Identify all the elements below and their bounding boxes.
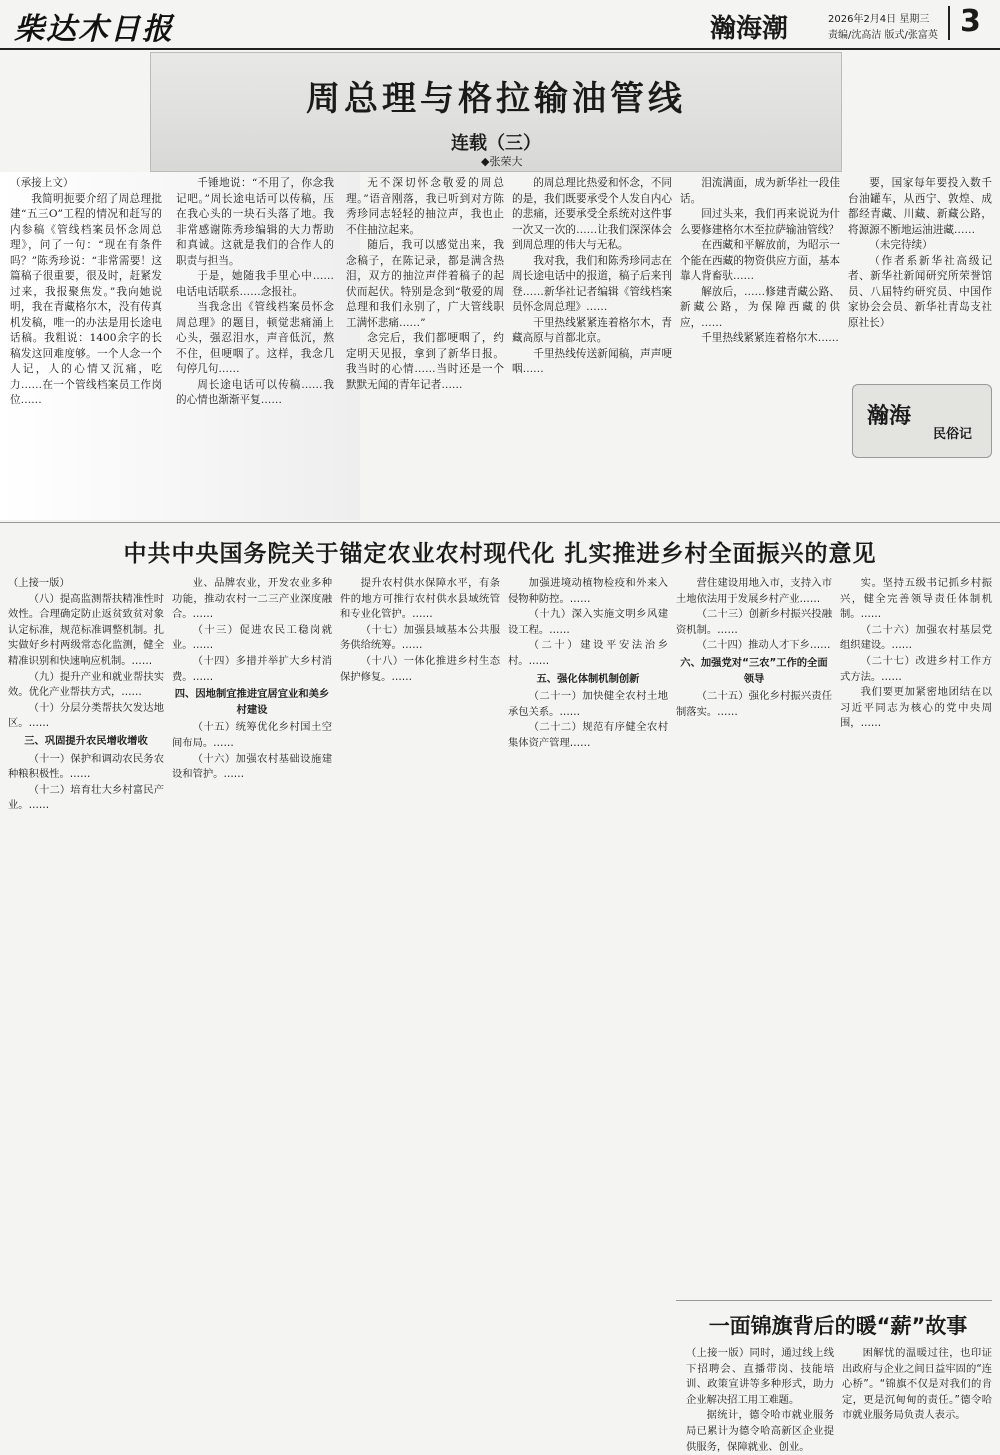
- story1-column-1: [10, 176, 162, 516]
- story1-column-4: [512, 176, 672, 516]
- paragraph: 解放后，……修建青藏公路、新藏公路，为保障西藏的供应，……: [680, 285, 840, 329]
- paragraph: （十八）一体化推进乡村生态保护修复。……: [340, 654, 500, 683]
- paragraph: 我们要更加紧密地团结在以习近平同志为核心的党中央周围，……: [840, 686, 992, 730]
- paragraph: 要，国家每年要投入数千台油罐车，从西宁、敦煌、成都经青藏、川藏、新藏公路，将源源不断地运油进藏……: [848, 177, 992, 236]
- paragraph: （未完待续）: [869, 239, 933, 251]
- story2-title: 中共中央国务院关于锚定农业农村现代化 扎实推进乡村全面振兴的意见: [123, 541, 877, 567]
- section-divider: [0, 522, 1000, 523]
- story1-header: [150, 52, 842, 172]
- paragraph: 营住建设用地入市，支持入市土地依法用于发展乡村产业……: [676, 577, 832, 605]
- story2-column-1: [8, 576, 164, 1426]
- paragraph: 随后，我可以感觉出来，我念稿子，在陈记录，都是满含热泪，双方的抽泣声伴着稿子的起伏而起伏。特别是念到“敬爱的周总理和我们永别了，广大管线职工满怀悲痛……”: [346, 239, 504, 329]
- paragraph: 无不深切怀念敬爱的周总理。”语音刚落，我已听到对方陈秀珍同志轻轻的抽泣声，我也止不住抽泣起来。: [346, 177, 504, 236]
- newspaper-logo: 柴达木日报: [14, 12, 174, 47]
- story3-title: 一面锦旗背后的暖“薪”故事: [708, 1314, 968, 1338]
- paragraph: （十六）加强农村基础设施建设和管护。……: [172, 752, 332, 781]
- paragraph: （九）提升产业和就业帮扶实效。优化产业帮扶方式，……: [8, 670, 164, 699]
- paragraph: （二十五）强化乡村振兴责任制落实。……: [676, 690, 832, 718]
- paragraph: 三、巩固提升农民增收增收: [24, 734, 148, 747]
- paragraph: 千锤地说：“不用了，你念我记吧。”周长途电话可以传稿，压在我心头的一块石头落了地。我非常感谢陈秀珍编辑的大力帮助和真诚。这就是我们的合作人的职责与担当。: [176, 177, 334, 267]
- masthead: [0, 0, 1000, 50]
- story3-column-2: [842, 1346, 992, 1430]
- paragraph: 我简明扼要介绍了周总理批建“五三O”工程的情况和赶写的内参稿《管线档案员怀念周总理》，问了一句：“现在有条件吗？”陈秀珍说：“非常需要！这篇稿子很重要，很及时，赶紧发过来，我报聚焦发。”我向她说明，我在青藏格尔木，没有传真机发稿，唯一的办法是用长途电话稿。我粗说：1400余字的长稿发这回难度够。一个人念一个人记，人的心情又沉痛，吃力……在一个管线档案员工作岗位……: [10, 192, 162, 406]
- story2-column-6: [840, 576, 992, 1296]
- paragraph: 实。坚持五级书记抓乡村振兴，健全完善领导责任体制机制。……: [840, 577, 992, 621]
- paragraph: 据统计，德令哈市就业服务局已累计为德令哈高新区企业提供服务，保障就业、创业。: [686, 1409, 834, 1453]
- paragraph: （十五）统筹优化乡村国土空间布局。……: [172, 721, 332, 749]
- story3-column-1: [686, 1346, 834, 1453]
- paragraph: 提升农村供水保障水平，有条件的地方可推行农村供水县域统管和专业化管护。……: [340, 577, 500, 621]
- paragraph: （十四）多措并举扩大乡村消费。……: [172, 654, 332, 683]
- story2-column-3: [340, 576, 500, 1426]
- paragraph: （上接一版）同时，通过线上线下招聘会、直播带岗、技能培训、政策宣讲等多种形式，助力企业解决招工用工难题。: [686, 1347, 834, 1406]
- paragraph: （二十四）推动人才下乡……: [696, 639, 831, 652]
- section-name: 瀚海潮: [710, 14, 789, 44]
- paragraph: 周长途电话可以传稿……我的心情也渐渐平复……: [176, 378, 334, 406]
- date-line: 2026年2月4日 星期三: [828, 14, 930, 25]
- story2-column-4: [508, 576, 668, 1426]
- paragraph: 困解忧的温暖过往，也印证出政府与企业之间日益牢固的“连心桥”。“锦旗不仅是对我们的肯定，更是沉甸甸的责任。”德令哈市就业服务局负责人表示。: [842, 1347, 992, 1422]
- paragraph: 五、强化体制机制创新: [536, 672, 640, 685]
- paragraph: （八）提高监测帮扶精准性时效性。合理确定防止返贫致贫对象认定标准，规范标准调整机制。扎实做好乡村两级常态化监测，健全精准识别和快速响应机制。……: [8, 592, 164, 667]
- paragraph: （十二）培育壮大乡村富民产业。……: [8, 783, 164, 812]
- story2-column-2: [172, 576, 332, 1426]
- paragraph: 加强进境动植物检疫和外来入侵物种防控。……: [508, 577, 668, 605]
- page-divider: [948, 6, 950, 40]
- paragraph: （二十一）加快健全农村土地承包关系。……: [508, 690, 668, 718]
- paragraph: 泪流满面，成为新华社一段佳话。: [680, 177, 840, 205]
- page-number: 3: [960, 4, 981, 39]
- paragraph: 回过头来，我们再来说说为什么要修建格尔木至拉萨输油管线？: [680, 208, 840, 236]
- paragraph: （十七）加强县域基本公共服务供给统筹。……: [340, 623, 500, 652]
- paragraph: （作者系新华社高级记者、新华社新闻研究所荣誉馆员、八届特约研究员、中国作家协会会员、新华社青岛支社原社长）: [848, 254, 992, 329]
- story1-title: 周总理与格拉输油管线: [306, 79, 686, 119]
- paragraph: 干里热线紧紧连着格尔木，青藏高原与首都北京。: [512, 316, 672, 344]
- editor-line: 责编/沈高洁 版式/张富英: [828, 30, 938, 41]
- story3-divider: [676, 1300, 992, 1301]
- paragraph: 在西藏和平解放前，为昭示一个能在西藏的物资供应方面，基本靠人背畜驮……: [680, 239, 840, 282]
- paragraph: 千里热线紧紧连着格尔木……: [701, 332, 839, 344]
- paragraph: 的周总理比热爱和怀念，不同的是，我们既要承受个人发自内心的悲痛，还要承受全系统对这件事一次又一次的……让我们深深体会到周总理的伟大与无私。: [512, 177, 672, 251]
- column-badge: [852, 384, 992, 458]
- paragraph: 业、品牌农业，开发农业多种功能，推动农村一二三产业深度融合。……: [172, 577, 332, 621]
- paragraph: 我对我，我们和陈秀珍同志在周长途电话中的报道，稿子后来刊登……新华社记者编辑《管线档案员怀念周总理》……: [512, 254, 672, 313]
- paragraph: 当我念出《管线档案员怀念周总理》的题目，顿觉悲痛涌上心头，强忍泪水，声音低沉，熬不住，但哽咽了。这样，我念几句停几句……: [176, 301, 334, 375]
- story1-subtitle: 连载（三）: [451, 133, 541, 154]
- paragraph: （上接一版）: [8, 577, 70, 589]
- paragraph: （十一）保护和调动农民务农种粮积极性。……: [8, 752, 164, 781]
- paragraph: （二十）建设平安法治乡村。……: [508, 639, 668, 667]
- paragraph: （二十七）改进乡村工作方式方法。……: [840, 654, 992, 683]
- paragraph: （二十三）创新乡村振兴投融资机制。……: [676, 608, 832, 636]
- paragraph: （十）分层分类帮扶欠发达地区。……: [8, 701, 164, 730]
- paragraph: （十九）深入实施文明乡风建设工程。……: [508, 608, 668, 636]
- paragraph: （二十二）规范有序健全农村集体资产管理……: [508, 721, 668, 749]
- paragraph: （十三）促进农民工稳岗就业。……: [172, 623, 332, 652]
- story1-author: ◆张荣大: [481, 155, 523, 168]
- paragraph: 四、因地制宜推进宜居宜业和美乡村建设: [174, 688, 330, 716]
- story2-column-5: [676, 576, 832, 1296]
- badge-title: 瀚海: [867, 403, 912, 429]
- paragraph: （承接上文）: [10, 177, 74, 189]
- story1-column-5: [680, 176, 840, 516]
- paragraph: 千里热线传送新闻稿，声声哽咽……: [512, 347, 672, 375]
- badge-subtitle: 民俗记: [933, 427, 973, 442]
- story1-column-2: [176, 176, 334, 516]
- paragraph: （二十六）加强农村基层党组织建设。……: [840, 623, 992, 652]
- paragraph: 于是，她随我手里心中……电话电话联系……念报社。: [176, 270, 334, 298]
- paragraph: 六、加强党对“三农”工作的全面领导: [680, 656, 828, 685]
- story1-column-3: [346, 176, 504, 516]
- paragraph: 念完后，我们都哽咽了，约定明天见报，拿到了新华日报。我当时的心情……当时还是一个默默无闻的青年记者……: [346, 332, 504, 391]
- story1-column-6: [848, 176, 992, 376]
